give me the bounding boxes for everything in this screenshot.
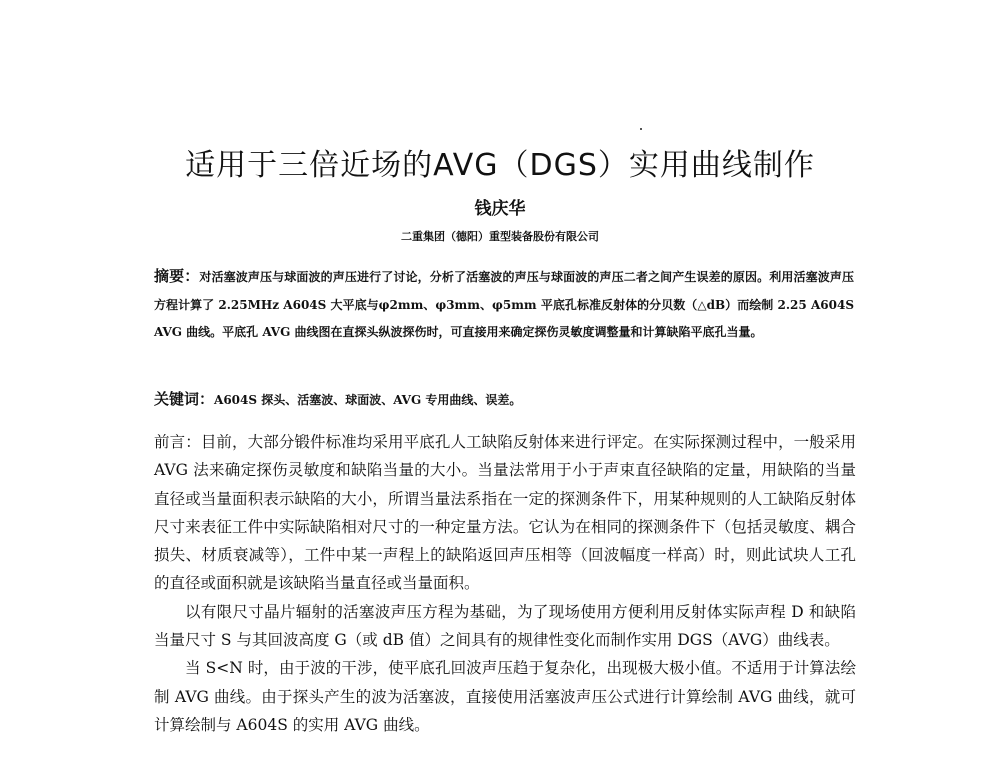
- scan-speck: [640, 128, 642, 130]
- keywords-section: [154, 388, 854, 411]
- abstract-section: [154, 263, 854, 347]
- preface-label: 前言：: [154, 433, 201, 451]
- abstract-text: 对活塞波声压与球面波的声压进行了讨论，分析了活塞波的声压与球面波的声压二者之间产生误差的原因。利用活塞波声压方程计算了 2.25MHz A604S 大平底与φ2mm、φ3mm、φ5mm 平底孔标准反射体的分贝数（△dB）而绘制 2.25 A604S AVG 曲线。平底孔 AVG 曲线图在直探头纵波探伤时，可直接用来确定探伤灵敏度调整量和计算缺陷平底孔当量。: [154, 270, 854, 339]
- body-paragraph-1: [154, 428, 856, 598]
- author-affiliation: 二重集团（德阳）重型装备股份有限公司: [401, 230, 599, 243]
- author-name: 钱庆华: [474, 199, 526, 219]
- body-paragraph-2: 以有限尺寸晶片辐射的活塞波声压方程为基础，为了现场使用方便利用反射体实际声程 D 和缺陷当量尺寸 S 与其回波高度 G（或 dB 值）之间具有的规律性变化而制作实用 DGS（AVG）曲线表。: [154, 602, 856, 650]
- body-paragraph-1-text: 目前，大部分锻件标准均采用平底孔人工缺陷反射体来进行评定。在实际探测过程中，一般采用 AVG 法来确定探伤灵敏度和缺陷当量的大小。当量法常用于小于声束直径缺陷的定量，用缺陷的当量直径或当量面积表示缺陷的大小，所谓当量法系指在一定的探测条件下，用某种规则的人工缺陷反射体尺寸来表征工件中实际缺陷相对尺寸的一种定量方法。它认为在相同的探测条件下（包括灵敏度、耦合损失、材质衰减等），工件中某一声程上的缺陷返回声压相等（回波幅度一样高）时，则此试块人工孔的直径或面积就是该缺陷当量直径或当量面积。: [154, 433, 856, 593]
- keywords-text: A604S 探头、活塞波、球面波、AVG 专用曲线、误差。: [214, 393, 522, 407]
- body-paragraph-3: 当 S<N 时，由于波的干涉，使平底孔回波声压趋于复杂化，出现极大极小值。不适用于计算法绘制 AVG 曲线。由于探头产生的波为活塞波，直接使用活塞波声压公式进行计算绘制 AVG 曲线，就可计算绘制与 A604S 的实用 AVG 曲线。: [154, 659, 856, 734]
- body-section: [154, 428, 856, 739]
- abstract-label: 摘要：: [154, 267, 200, 285]
- paper-title: 适用于三倍近场的AVG（DGS）实用曲线制作: [185, 148, 815, 183]
- keywords-label: 关键词：: [154, 390, 215, 408]
